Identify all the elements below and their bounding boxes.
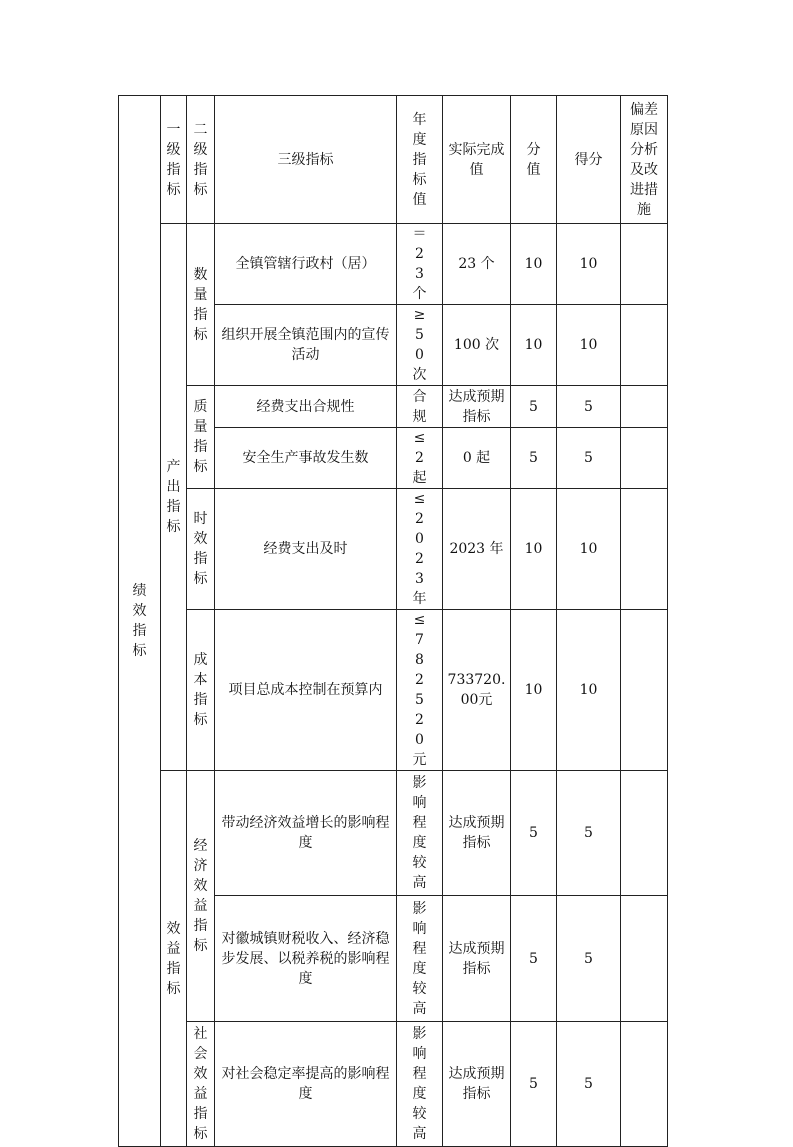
score-cell: 5 — [557, 896, 621, 1022]
level2-quantity: 数量指标 — [187, 224, 215, 386]
value-cell: 5 — [511, 771, 557, 896]
actual-cell: 达成预期指标 — [443, 386, 511, 428]
value-cell: 10 — [511, 224, 557, 305]
header-actual: 实际完成值 — [443, 96, 511, 224]
deviation-cell — [621, 489, 668, 610]
deviation-cell — [621, 771, 668, 896]
level2-economic: 经济效益指标 — [187, 771, 215, 1022]
actual-cell: 达成预期指标 — [443, 896, 511, 1022]
header-value: 分值 — [511, 96, 557, 224]
header-level3: 三级指标 — [215, 96, 397, 224]
target-cell: ≥50次 — [397, 305, 443, 386]
target-cell: ≤782520元 — [397, 610, 443, 771]
deviation-cell — [621, 224, 668, 305]
table-row — [119, 386, 668, 428]
indicator-cell: 安全生产事故发生数 — [215, 428, 397, 489]
score-cell: 5 — [557, 771, 621, 896]
deviation-cell — [621, 428, 668, 489]
indicator-cell: 项目总成本控制在预算内 — [215, 610, 397, 771]
header-score: 得分 — [557, 96, 621, 224]
target-cell: 影响程度较高 — [397, 896, 443, 1022]
indicator-cell: 经费支出合规性 — [215, 386, 397, 428]
value-cell: 5 — [511, 896, 557, 1022]
value-cell: 10 — [511, 305, 557, 386]
performance-table — [118, 95, 668, 1147]
level1-output: 产出指标 — [161, 224, 187, 771]
indicator-cell: 对社会稳定率提高的影响程度 — [215, 1022, 397, 1147]
deviation-cell — [621, 610, 668, 771]
table-row — [119, 489, 668, 610]
level1-benefit: 效益指标 — [161, 771, 187, 1147]
table-row — [119, 224, 668, 305]
header-level2: 二级指标 — [187, 96, 215, 224]
score-cell: 10 — [557, 489, 621, 610]
actual-cell: 达成预期指标 — [443, 771, 511, 896]
score-cell: 5 — [557, 386, 621, 428]
target-cell: ＝23个 — [397, 224, 443, 305]
actual-cell: 达成预期指标 — [443, 1022, 511, 1147]
table-row — [119, 610, 668, 771]
score-cell: 5 — [557, 1022, 621, 1147]
indicator-cell: 带动经济效益增长的影响程度 — [215, 771, 397, 896]
deviation-cell — [621, 1022, 668, 1147]
target-cell: ≤2起 — [397, 428, 443, 489]
table-row — [119, 1022, 668, 1147]
score-cell: 10 — [557, 224, 621, 305]
score-cell: 10 — [557, 610, 621, 771]
level2-social: 社会效益指标 — [187, 1022, 215, 1147]
deviation-cell — [621, 305, 668, 386]
header-level1: 一级指标 — [161, 96, 187, 224]
value-cell: 5 — [511, 428, 557, 489]
actual-cell: 23 个 — [443, 224, 511, 305]
target-cell: 影响程度较高 — [397, 771, 443, 896]
value-cell: 5 — [511, 1022, 557, 1147]
perf-label-cell: 绩效指标 — [119, 96, 161, 1147]
indicator-cell: 组织开展全镇范围内的宣传活动 — [215, 305, 397, 386]
level2-cost: 成本指标 — [187, 610, 215, 771]
level2-quality: 质量指标 — [187, 386, 215, 489]
deviation-cell — [621, 896, 668, 1022]
header-target: 年度指标值 — [397, 96, 443, 224]
indicator-cell: 经费支出及时 — [215, 489, 397, 610]
value-cell: 5 — [511, 386, 557, 428]
actual-cell: 100 次 — [443, 305, 511, 386]
actual-cell: 2023 年 — [443, 489, 511, 610]
target-cell: 影响程度较高 — [397, 1022, 443, 1147]
actual-cell: 733720.00元 — [443, 610, 511, 771]
indicator-cell: 全镇管辖行政村（居） — [215, 224, 397, 305]
deviation-cell — [621, 386, 668, 428]
score-cell: 10 — [557, 305, 621, 386]
target-cell: ≤2023年 — [397, 489, 443, 610]
header-deviation: 偏差原因分析及改进措施 — [621, 96, 668, 224]
level2-timeliness: 时效指标 — [187, 489, 215, 610]
actual-cell: 0 起 — [443, 428, 511, 489]
score-cell: 5 — [557, 428, 621, 489]
value-cell: 10 — [511, 489, 557, 610]
table-row — [119, 771, 668, 896]
value-cell: 10 — [511, 610, 557, 771]
header-row — [119, 96, 668, 224]
indicator-cell: 对徽城镇财税收入、经济稳步发展、以税养税的影响程度 — [215, 896, 397, 1022]
target-cell: 合规 — [397, 386, 443, 428]
